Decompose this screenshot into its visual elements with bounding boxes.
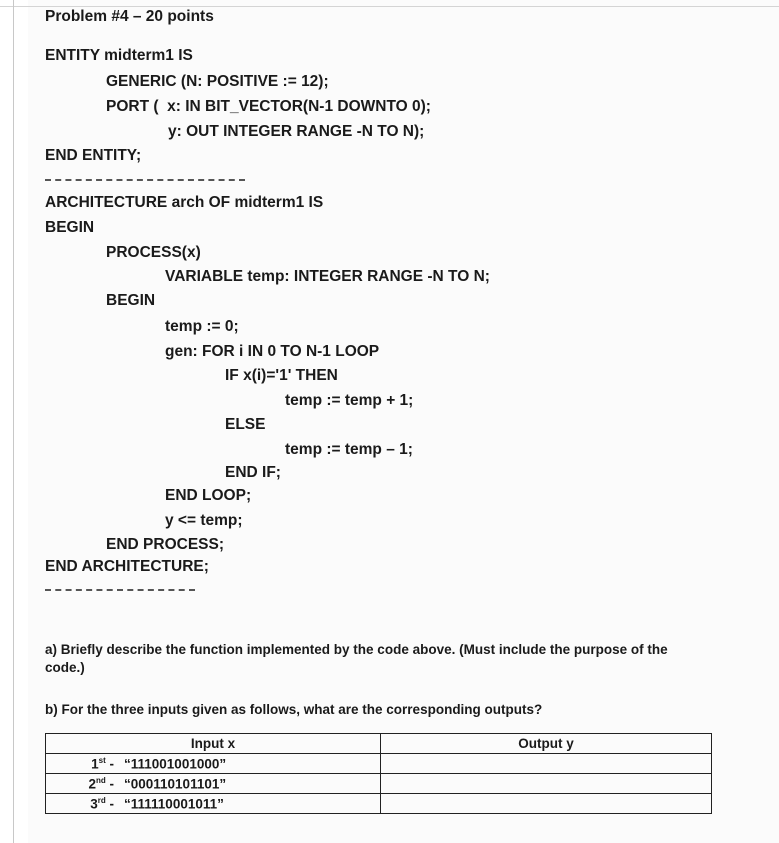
- end-process-line: END PROCESS;: [106, 536, 224, 553]
- separator-line-2: [45, 589, 195, 591]
- port-y-line: y: OUT INTEGER RANGE -N TO N);: [168, 123, 425, 140]
- process-line: PROCESS(x): [106, 244, 201, 261]
- page-left-edge: [13, 0, 14, 843]
- ordinal-label: 1st -: [91, 755, 114, 772]
- table-row: [46, 754, 712, 774]
- loop-line: gen: FOR i IN 0 TO N-1 LOOP: [165, 343, 380, 360]
- table-row: [46, 774, 712, 794]
- input-cell: [46, 794, 381, 814]
- temp-init-line: temp := 0;: [165, 318, 239, 335]
- input-value: “111001001000”: [124, 756, 227, 772]
- input-cell: [46, 754, 381, 774]
- output-cell: [381, 774, 712, 794]
- decrement-line: temp := temp – 1;: [285, 441, 413, 458]
- entity-header: ENTITY midterm1 IS: [45, 47, 193, 64]
- assign-line: y <= temp;: [165, 512, 243, 529]
- generic-line: GENERIC (N: POSITIVE := 12);: [106, 73, 329, 90]
- input-cell: [46, 774, 381, 794]
- io-table: [45, 733, 712, 814]
- increment-line: temp := temp + 1;: [285, 392, 414, 409]
- variable-line: VARIABLE temp: INTEGER RANGE -N TO N;: [165, 268, 490, 285]
- top-divider: [0, 6, 779, 7]
- table-row: [46, 794, 712, 814]
- end-if-line: END IF;: [225, 464, 281, 481]
- output-cell: [381, 794, 712, 814]
- output-header: Output y: [381, 734, 712, 754]
- table-header-row: [46, 734, 712, 754]
- end-loop-line: END LOOP;: [165, 487, 252, 504]
- input-value: “111110001011”: [124, 796, 224, 812]
- input-value: “000110101101”: [124, 776, 227, 792]
- question-a: a) Briefly describe the function implemented by the code above. (Must include the purpose of the code.): [45, 642, 668, 675]
- if-line: IF x(i)='1' THEN: [225, 367, 338, 384]
- architecture-header: ARCHITECTURE arch OF midterm1 IS: [45, 194, 324, 211]
- port-x-line: PORT ( x: IN BIT_VECTOR(N-1 DOWNTO 0);: [106, 98, 431, 115]
- ordinal-label: 2nd -: [88, 775, 114, 792]
- question-b: b) For the three inputs given as follows, what are the corresponding outputs?: [45, 702, 543, 717]
- ordinal-label: 3rd -: [90, 795, 114, 812]
- separator-line: [45, 179, 245, 181]
- end-architecture-line: END ARCHITECTURE;: [45, 558, 209, 575]
- problem-title: Problem #4 – 20 points: [45, 8, 214, 25]
- arch-begin: BEGIN: [45, 219, 95, 236]
- else-line: ELSE: [225, 416, 266, 433]
- input-header: Input x: [46, 734, 381, 754]
- process-begin: BEGIN: [106, 292, 156, 309]
- output-cell: [381, 754, 712, 774]
- end-entity: END ENTITY;: [45, 147, 142, 164]
